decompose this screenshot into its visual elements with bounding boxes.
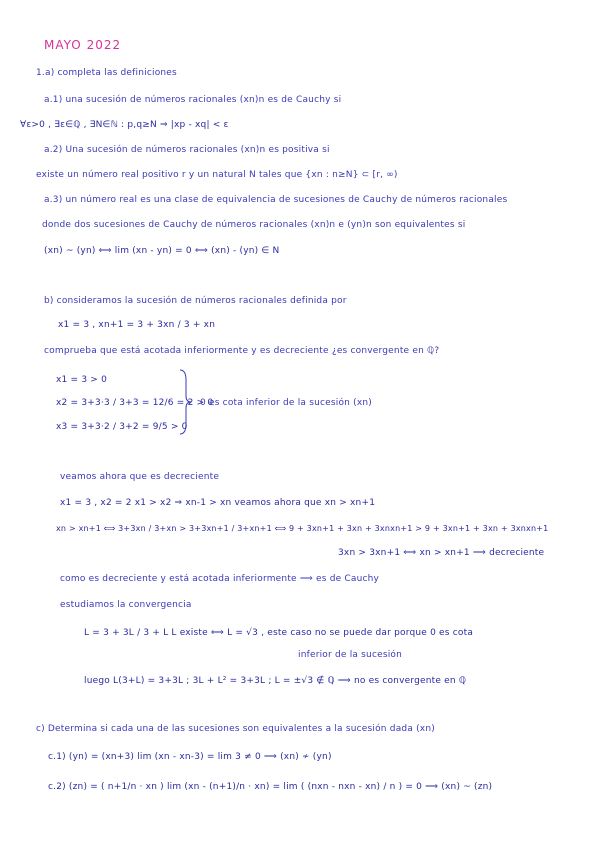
convergence-study: estudiamos la convergencia [60, 600, 192, 610]
question-1a: 1.a) completa las definiciones [36, 68, 177, 78]
question-1c: c) Determina si cada una de las sucesiones son equivalentes a la sucesión dada (xn) [36, 724, 435, 734]
cauchy-condition: ∀ε>0 , ∃ε∈ℚ , ∃N∈ℕ : p,q≥N ⇒ |xp - xq| < ε [20, 120, 229, 130]
term-x2: x2 = 3+3·3 / 3+3 = 12/6 = 2 > 0 [56, 398, 214, 408]
cauchy-conclusion: como es decreciente y está acotada inferiormente ⟹ es de Cauchy [60, 574, 380, 584]
definition-a2-positive: a.2) Una sucesión de números racionales (xn)n es positiva si [44, 145, 330, 155]
equivalence-formula: (xn) ~ (yn) ⟺ lim (xn - yn) = 0 ⟺ (xn) - (yn) ∈ N [44, 246, 280, 256]
page-title: MAYO 2022 [44, 38, 122, 52]
limit-equation: L = 3 + 3L / 3 + L L existe ⟺ L = √3 , este caso no se puede dar porque 0 es cota [84, 628, 474, 638]
lower-bound-conclusion: 0 es cota inferior de la sucesión (xn) [200, 398, 372, 408]
equivalence-text: donde dos sucesiones de Cauchy de números racionales (xn)n e (yn)n son equivalentes si [42, 220, 466, 230]
sequence-c2: c.2) (zn) = ( n+1/n · xn ) lim (xn - (n+1)/n · xn) = lim ( (nxn - nxn - xn) / n ) = 0 ⟹ (xn) ~ (zn) [48, 782, 493, 792]
decreasing-intro: veamos ahora que es decreciente [60, 472, 220, 482]
positive-condition: existe un número real positivo r y un natural N tales que {xn : n≥N} ⊂ [r, ∞) [36, 170, 398, 180]
limit-solution: luego L(3+L) = 3+3L ; 3L + L² = 3+3L ; L = ±√3 ∉ ℚ ⟹ no es convergente en ℚ [84, 676, 467, 686]
definition-a3-real-number: a.3) un número real es una clase de equivalencia de sucesiones de Cauchy de números racionales [44, 195, 508, 205]
question-1b: b) consideramos la sucesión de números racionales definida por [44, 296, 347, 306]
question-1b-task: comprueba que está acotada inferiormente y es decreciente ¿es convergente en ℚ? [44, 346, 440, 356]
term-x1: x1 = 3 > 0 [56, 375, 108, 385]
recurrence-definition: x1 = 3 , xn+1 = 3 + 3xn / 3 + xn [58, 320, 216, 330]
curly-brace-icon [178, 368, 192, 436]
definition-a1-cauchy: a.1) una sucesión de números racionales (xn)n es de Cauchy si [44, 95, 342, 105]
decreasing-step-2: xn > xn+1 ⟺ 3+3xn / 3+xn > 3+3xn+1 / 3+xn+1 ⟺ 9 + 3xn+1 + 3xn + 3xnxn+1 > 9 + 3xn+1 + 3xn + 3xnxn+1 [56, 524, 549, 533]
limit-equation-cont: inferior de la sucesión [298, 650, 403, 660]
sequence-c1: c.1) (yn) = (xn+3) lim (xn - xn-3) = lim 3 ≠ 0 ⟹ (xn) ≁ (yn) [48, 752, 332, 762]
term-x3: x3 = 3+3·2 / 3+2 = 9/5 > 0 [56, 422, 188, 432]
decreasing-conclusion: 3xn > 3xn+1 ⟺ xn > xn+1 ⟹ decreciente [338, 548, 545, 558]
decreasing-step-1: x1 = 3 , x2 = 2 x1 > x2 ⇒ xn-1 > xn veamos ahora que xn > xn+1 [60, 498, 376, 508]
